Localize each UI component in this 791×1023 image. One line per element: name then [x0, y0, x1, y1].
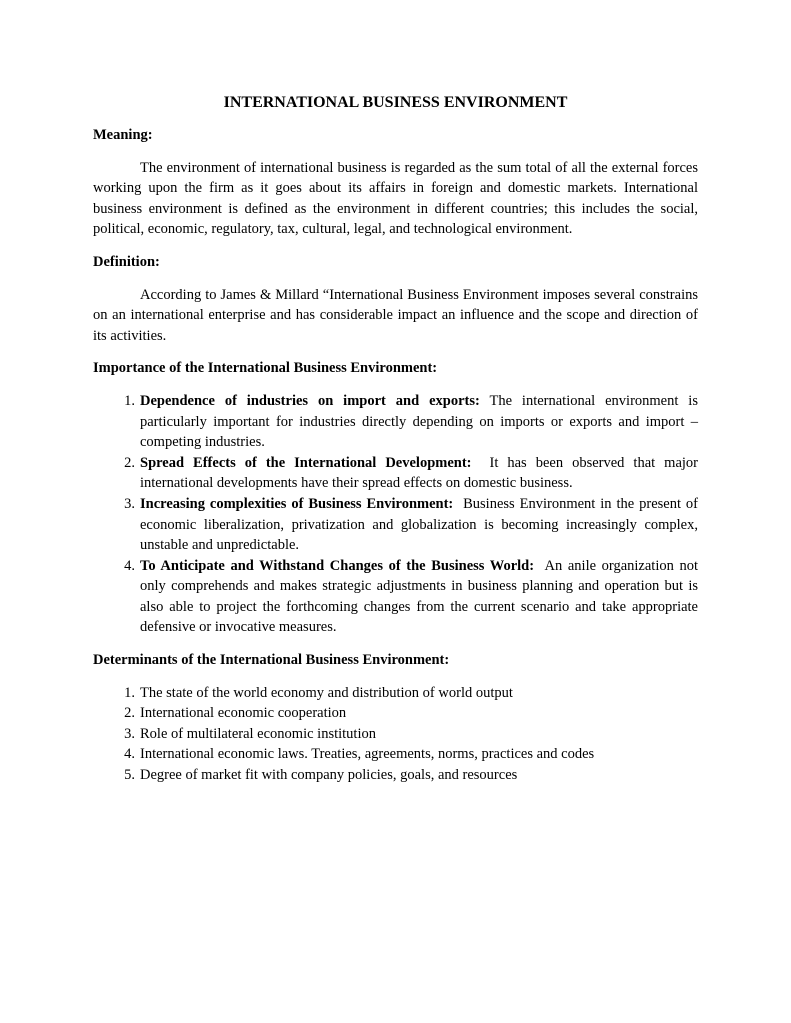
determinant-item-number: 2. — [124, 705, 135, 722]
determinant-item — [124, 744, 698, 765]
determinant-item-text: Role of multilateral economic institution — [140, 725, 376, 742]
importance-heading: Importance of the International Business Environment: — [93, 360, 438, 377]
determinant-item — [124, 683, 698, 704]
importance-item-lead: To Anticipate and Withstand Changes of the Business World: — [140, 557, 535, 574]
document-title: INTERNATIONAL BUSINESS ENVIRONMENT — [223, 94, 568, 111]
determinants-list — [93, 683, 698, 786]
determinant-item-text: Degree of market fit with company policies, goals, and resources — [140, 767, 518, 784]
determinant-item-text: International economic cooperation — [140, 705, 347, 722]
meaning-heading: Meaning: — [93, 127, 153, 143]
determinants-heading: Determinants of the International Business Environment: — [93, 652, 450, 669]
determinant-item-text: International economic laws. Treaties, agreements, norms, practices and codes — [140, 746, 595, 763]
determinant-item-number: 4. — [124, 746, 135, 763]
importance-item-text: Business Environment in the present of economic liberalization, privatization and globalization is becoming increasingly complex, unstable and unpredictable. — [140, 495, 702, 554]
importance-item-text: The international environment is particularly important for industries directly depending on imports or exports and import – competing industries. — [140, 392, 702, 451]
importance-item-number: 2. — [124, 454, 135, 471]
determinant-item-number: 1. — [124, 684, 135, 701]
importance-item — [124, 391, 702, 453]
determinant-item — [124, 703, 698, 724]
definition-heading: Definition: — [93, 253, 160, 270]
importance-list — [93, 391, 702, 638]
determinant-item — [124, 765, 698, 786]
importance-item-number: 1. — [124, 392, 135, 409]
importance-item — [124, 494, 702, 556]
importance-item-text: An anile organization not only comprehends and makes strategic adjustments in business planning and operation but is also able to project the forthcoming changes from the current scenario and take appropriate defensive or invocative measures. — [140, 557, 702, 636]
importance-item-number: 4. — [124, 557, 135, 574]
importance-item — [124, 556, 702, 638]
importance-item-number: 3. — [124, 495, 135, 512]
importance-item-lead: Spread Effects of the International Development: — [140, 454, 472, 471]
determinant-item-number: 3. — [124, 725, 135, 742]
importance-item — [124, 453, 702, 494]
determinant-item-number: 5. — [124, 767, 135, 784]
determinant-item-text: The state of the world economy and distribution of world output — [140, 684, 513, 701]
determinant-item — [124, 724, 698, 745]
importance-item-lead: Dependence of industries on import and exports: — [140, 392, 480, 409]
meaning-paragraph: The environment of international business is regarded as the sum total of all the external forces working upon the firm as it goes about its affairs in foreign and domestic markets. International business environment is defined as the environment in different countries; this includes the social, political, economic, regulatory, tax, cultural, legal, and technological environment. — [93, 159, 698, 238]
importance-item-lead: Increasing complexities of Business Environment: — [140, 495, 454, 512]
definition-paragraph: According to James & Millard “International Business Environment imposes several constrains on an international enterprise and has considerable impact an influence and the scope and direction of its activities. — [93, 286, 698, 344]
importance-item-text: It has been observed that major international developments have their spread effects on domestic business. — [140, 454, 702, 492]
document-page — [93, 92, 702, 798]
